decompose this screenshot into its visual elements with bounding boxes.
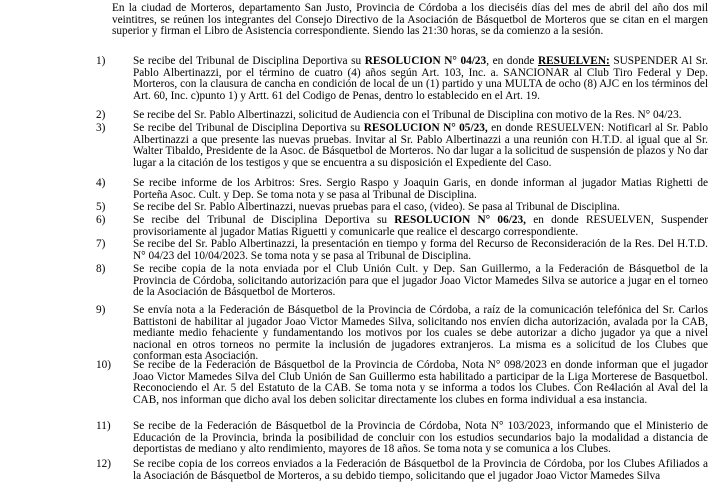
item-text-segment: SUSPENDER Al Sr. Pablo Albertinazzi, por el término de cuatro (4) años según Art. 103, Inc. a. SANCIONAR al Club Tiro Federal y Dep. Morteros, con la clausura de cancha en condición de local de un (1) partido y una MULTA de ocho (8) AJC en los términos del Art. 60, Inc. c)punto 1) y Artt. 61 del Codigo de Penas, dentro lo establecido en el Art. 19. [133,55,709,102]
item-number: 11) [96,420,111,432]
item-text: Se recibe del Sr. Pablo Albertinazzi, solicitud de Audiencia con el Tribunal de Disciplina con motivo de la Res. N° 04/23. [133,109,682,121]
resolution-keyword: RESUELVEN: [537,55,610,67]
item-text: Se recibe de la Federación de Básquetbol de la Provincia de Córdoba, Nota N° 103/2023, informando que el Ministerio de Educación de la Provincia, brinda la posibilidad de concluir con los estudios secundarios bajo la modalidad a distancia de deportistas de mediano y alto rendimiento, mayores de 18 años. Se toma nota y se comunica a los Clubes. [133,420,708,456]
item-text-segment: en donde RESUELVEN, Suspender provisoriamente al jugador Matias Riguetti y comunicarle que realice el descargo correspondiente. [133,214,708,238]
item-text-segment: Se recibe del Tribunal de Disciplina Deportiva su [133,214,395,226]
item-number: 10) [96,359,112,371]
item-text [133,215,708,238]
item-number: 2) [96,109,106,121]
item-text-segment: Se recibe del Tribunal de Disciplina Deportiva su [133,55,365,67]
item-text-segment: Se recibe del Tribunal de Disciplina Deportiva su [133,122,364,134]
item-number: 12) [96,458,112,470]
item-text [133,123,708,169]
item-number: 3) [96,122,106,134]
item-text: Se recibe del Sr. Pablo Albertinazzi, la presentación en tiempo y forma del Recurso de Reconsideración de la Res. Del H.T.D. N° 04/23 del 10/04/2023. Se toma nota y se pasa al Tribunal de Disciplina. [133,238,708,262]
item-number: 9) [96,304,106,316]
item-number: 6) [96,214,106,226]
resolution-number: RESOLUCION N° 04/23 [364,55,487,67]
resolution-number: RESOLUCION N° 05/23, [363,122,488,134]
intro-paragraph: En la ciudad de Morteros, departamento San Justo, Provincia de Córdoba a los dieciséis días del mes de abril del año dos mil veintitres, se reúnen los integrantes del Consejo Directivo de la Asociación de Básquetbol de Morteros que se citan en el margen superior y firman el Libro de Asistencia correspondiente. Siendo las 21:30 horas, se da comienzo a la sesión. [112,2,708,38]
item-text: Se recibe de la Federación de Básquetbol de la Provincia de Córdoba, Nota N° 098/2023 en donde informan que el jugador Joao Victor Mamedes Silva del Club Unión de San Guillermo esta habilitado a participar de la Liga Morterese de Basquetbol. Reconociendo el Ar. 5 del Estatuto de la CAB. Se toma nota y se informa a todos los Clubes. Con Re4lación al Aval del la CAB, nos informan que dicho aval los deben solicitar directamente los clubes en forma individual a esa instancia. [133,359,708,406]
item-text: Se recibe del Sr. Pablo Albertinazzi, nuevas pruebas para el caso, (video). Se pasa al Tribunal de Disciplina. [133,201,620,213]
item-text: Se recibe informe de los Arbitros: Sres. Sergio Raspo y Joaquin Garis, en donde informan al jugador Matias Righetti de Porteña Asoc. Cult. y Dep. Se toma nota y se pasa al Tribunal de Disciplina. [133,177,708,201]
item-number: 4) [96,177,106,189]
item-text [133,56,708,102]
resolution-number: RESOLUCION N° 06/23, [394,214,526,226]
item-number: 1) [96,55,106,67]
item-number: 7) [96,238,106,250]
item-text-segment: , en donde [486,55,538,67]
item-number: 8) [96,263,106,275]
item-number: 5) [96,201,106,213]
item-text-segment: en donde RESUELVEN: Notificarl al Sr. Pablo Albertinazzi a que presente las nuevas pruebas. Invitar al Sr. Pablo Albertinazzi a una reunión con H.T.D. al igual que al Sr. Walter Tibaldo, Presidente de la Asoc. de Básquetbol de Morteros. No dar lugar a la solicitud de suspensión de plazos y No dar lugar a la citación de los testigos y que se encuentra a su disposición el Expediente del Caso. [133,122,708,169]
item-text: Se recibe copia de la nota enviada por el Club Unión Cult. y Dep. San Guillermo, a la Federación de Básquetbol de la Provincia de Córdoba, solicitando autorización para que el jugador Joao Victor Mamedes Silva se autorice a jugar en el torneo de la Asociación de Básquetbol de Morteros. [133,263,708,299]
item-text: Se recibe copia de los correos enviados a la Federación de Básquetbol de la Provincia de Córdoba, por los Clubes Afiliados a la Asociación de Básquetbol de Morteros, a su debido tiempo, solicitando que el jugador Joao Victor Mamedes Silva [133,458,708,482]
item-text: Se envía nota a la Federación de Básquetbol de la Provincia de Córdoba, a raíz de la comunicación telefónica del Sr. Carlos Battistoni de habilitar al jugador Joao Victor Mamedes Silva, solicitando nos envíen dicha autorización, avalada por la CAB, mediante medio fehaciente y fundamentando los motivos por los cuales se debe autorizar a dicho jugador ya que a nivel nacional en otros torneos no permite la inclusión de jugadores extranjeros. La misma es a solicitud de los Clubes que conforman esta Asociación. [133,304,708,363]
